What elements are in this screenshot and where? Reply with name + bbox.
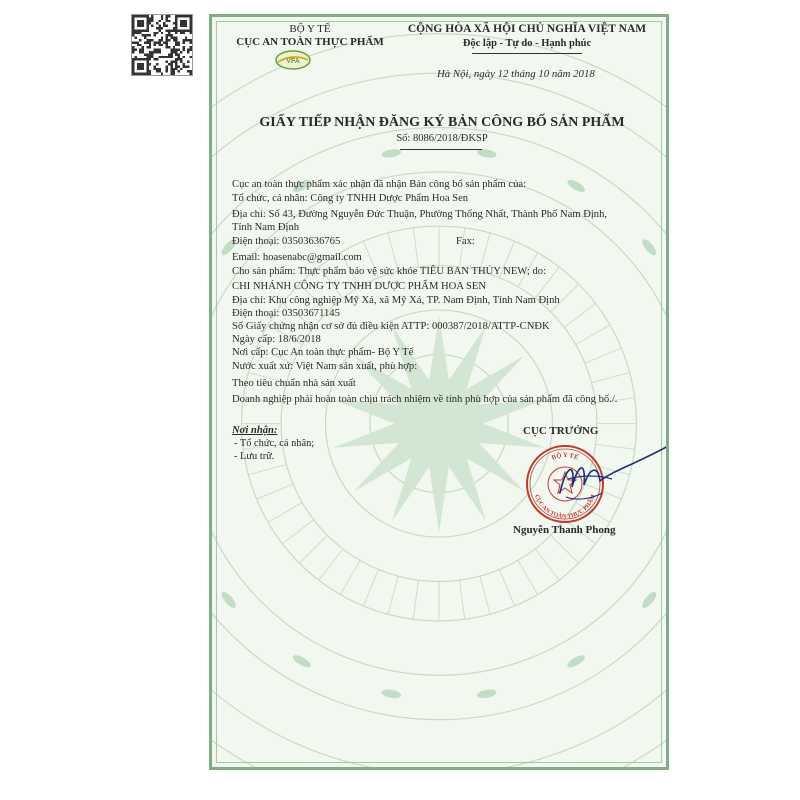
body-line-15: Theo tiêu chuẩn nhà sản xuất [232,378,356,389]
country-name: CỘNG HÒA XÃ HỘI CHỦ NGHĨA VIỆT NAM [407,23,647,35]
qr-code [131,14,193,76]
recipients-label: Nơi nhận: [232,425,278,436]
body-line-13: Nơi cấp: Cục An toàn thực phẩm- Bộ Y Tế [232,347,414,358]
recipient-item: - Tổ chức, cá nhân; [234,438,315,449]
recipient-item: - Lưu trữ. [234,451,275,462]
handwritten-signature [542,435,669,515]
body-line-3: Địa chỉ: Số 43, Đường Nguyễn Đức Thuận, Phường Thống Nhất, Thành Phố Nam Định, [232,209,608,220]
national-motto: Độc lập - Tự do - Hạnh phúc [462,38,592,49]
ministry-name: BỘ Y TẾ [289,23,331,35]
body-line-10: Điện thoại: 03503671145 [232,308,340,319]
body-line-1: Cục an toàn thực phẩm xác nhận đã nhận Bản công bố sản phẩm của: [232,179,527,190]
issue-date: Hà Nội, ngày 12 tháng 10 năm 2018 [437,68,595,80]
body-line-7: Cho sản phẩm: Thực phẩm bảo vệ sức khỏe TIÊU BAN THỦY NEW; do: [232,266,547,277]
motto-underline [472,53,582,54]
svg-text:CỤC AN TOÀN THỰC PHẨM: CỤC AN TOÀN THỰC PHẨM [533,493,597,521]
body-line-8: CHI NHÁNH CÔNG TY TNHH DƯỢC PHẨM HOA SEN [232,281,487,292]
certificate-document [209,14,669,770]
body-line-2: Tổ chức, cá nhân: Công ty TNHH Dược Phẩm Hoa Sen [232,193,469,204]
body-line-16: Doanh nghiệp phải hoàn toàn chịu trách nhiệm về tính phù hợp của sản phẩm đã công bố./. [232,394,618,405]
agency-name: CỤC AN TOÀN THỰC PHẨM [236,36,384,48]
body-line-4: Tỉnh Nam Định [232,222,300,233]
signer-name: Nguyễn Thanh Phong [513,524,616,536]
fax-label: Fax: [456,236,475,247]
body-line-14: Nước xuất xứ: Việt Nam sản xuất, phù hợp: [232,361,418,372]
body-line-6: Email: hoasenabc@gmail.com [232,252,362,263]
svg-text:VFA: VFA [286,58,300,65]
vfa-logo [274,49,312,71]
number-underline [400,149,482,150]
document-number: Số: 8086/2018/ĐKSP [396,133,488,144]
body-line-11: Số Giấy chứng nhận cơ sở đủ điều kiện ATTP: 000387/2018/ATTP-CNĐK [232,321,550,332]
body-line-5: Điện thoại: 03503636765 [232,236,341,247]
body-line-12: Ngày cấp: 18/6/2018 [232,334,321,345]
body-line-9: Địa chỉ: Khu công nghiệp Mỹ Xá, xã Mỹ Xá, TP. Nam Định, Tỉnh Nam Định [232,295,560,306]
document-title: GIẤY TIẾP NHẬN ĐĂNG KÝ BẢN CÔNG BỐ SẢN PHẨM [259,115,625,130]
svg-text:BỘ Y TẾ: BỘ Y TẾ [550,451,580,462]
signer-role: CỤC TRƯỞNG [523,425,599,437]
